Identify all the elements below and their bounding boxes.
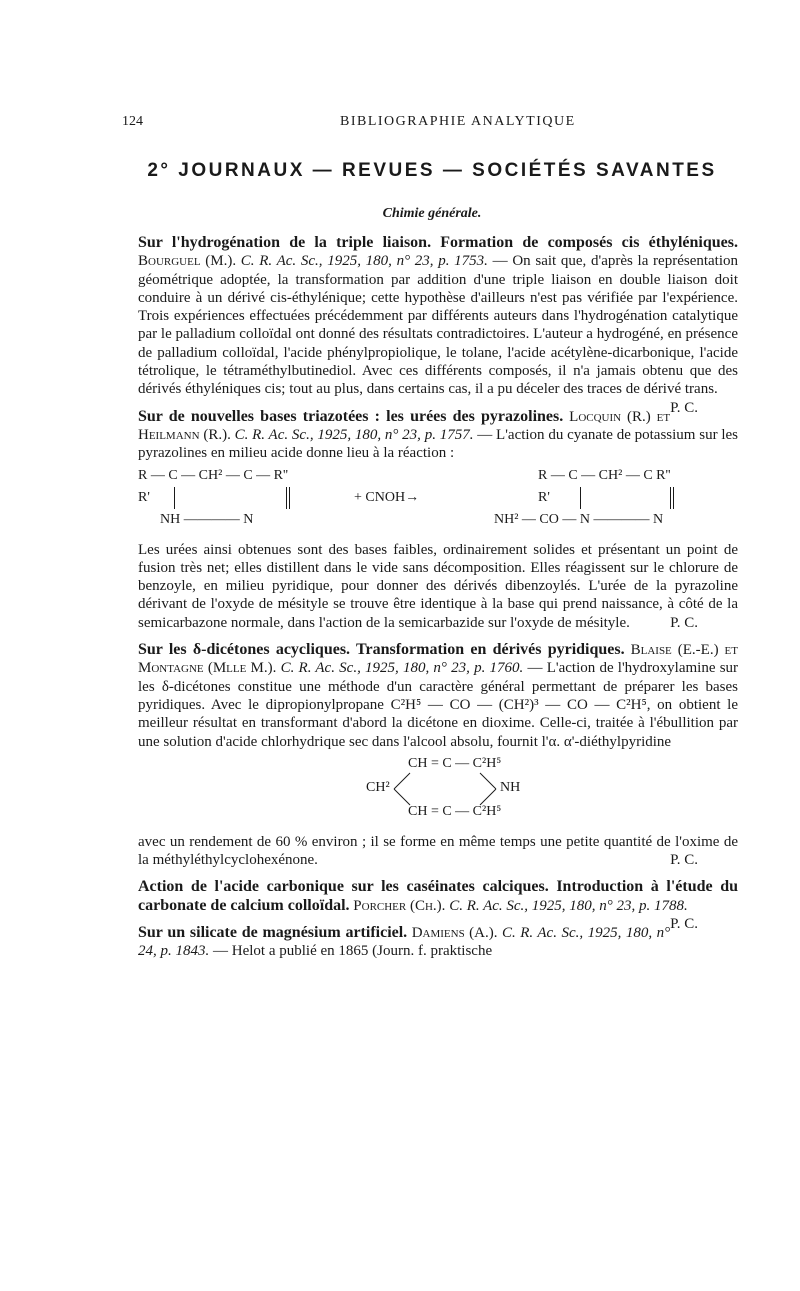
entry-title: Sur un silicate de magnésium artificiel. [138,924,408,942]
bibliography-entry [138,408,738,632]
section-title: 2° JOURNAUX — REVUES — SOCIÉTÉS SAVANTES [147,160,717,181]
entry-reference: C. R. Ac. Sc., 1925, 180, n° 23, p. 1757. [234,426,474,443]
entry-author: Blaise (E.-E.) et Montagne (Mlle M.). [138,642,738,677]
running-head [122,114,742,134]
page-number: 124 [122,114,143,129]
entry-text: — L'action de l'hydroxylamine sur les δ-dicétones constitue une méthode d'un caractère général permettant de préparer les bases pyridiques. Avec le dipropionylpropane C²H⁵ — CO — (CH²)³ — CO — C²H⁵, on obtient le meilleur résultat en transformant d'abord la dicétone en dioxime. Celle-ci, traitée à l'ébullition par une solution d'acide chlorhydrique sec dans l'alcool absolu, fournit l'α. α'-diéthylpyridine [138,660,739,750]
entry-author: Locquin (R.) et Heilmann (R.). [138,408,671,443]
formula-top: CH = C — C²H⁵ [408,755,502,771]
entry-text: — Helot a publié en 1865 (Journ. f. praktische [213,943,493,960]
entry-author: Bourguel (M.). [138,253,237,270]
entry-title: Sur de nouvelles bases triazotées : les urées des pyrazolines. [138,407,564,425]
entry-text: — L'action du cyanate de potassium sur les pyrazolines en milieu acide donne lieu à la réaction : [138,426,739,462]
running-title: BIBLIOGRAPHIE ANALYTIQUE [340,114,576,129]
formula-right-top: R — C — CH² — C R'' [538,467,671,483]
bibliography-entry [138,641,738,869]
formula-right-mid: R' [538,489,550,505]
entry-signature: P. C. [670,852,698,869]
entry-reference: C. R. Ac. Sc., 1925, 180, n° 23, p. 1760. [280,660,524,677]
pyridine-formula [138,755,738,827]
formula-right: NH [500,779,521,795]
entry-author: Porcher (Ch.). [353,897,446,914]
formula-bottom: CH = C — C²H⁵ [408,803,502,819]
entry-signature: P. C. [670,399,698,416]
formula-left-mid: R' [138,489,150,505]
entry-reference: C. R. Ac. Sc., 1925, 180, n° 24, p. 1843. [138,925,671,960]
bibliography-entry [138,924,738,961]
subsection-title: Chimie générale. [382,206,482,221]
entry-text: — On sait que, d'après la représentation géométrique adoptée, la transformation par addition d'une triple liaison en double liaison doit conduire à un dérivé cis-éthylénique; cette hypothèse d'ailleurs n'est pas vérifiée par l'expérience. Trois expériences effectuées précédemment par différents auteurs dans l'hydrogénation catalytique par le palladium colloïdal ont donné des résultats contradictoires. L'auteur a hydrogéné, en présence de palladium colloïdal, l'acide phénylpropiolique, le tolane, l'acide acétylène-dicarbonique, l'acide tétrolique, le tétraméthylbutinediol. Avec ces différents composés, il n'a jamais obtenu que des dérivés éthyléniques cis; tout au plus, dans certains cas, il a pu déceler des traces de dérivé trans. [138,253,739,398]
entry-reference: C. R. Ac. Sc., 1925, 180, n° 23, p. 1753. [240,253,488,270]
entry-author: Damiens (A.). [411,925,498,942]
entry-text: Les urées ainsi obtenues sont des bases faibles, ordinairement solides et présentant un point de fusion très net; elles distillent dans le vide sans décomposition. Elles réagissent sur le chlorure de benzoyle, en milieu pyridique, pour donner des dérivés dibenzoylés. L'urée de la pyrazoline dérivant de l'oxyde de mésityle se trouve être identique à la base qui prend naissance, à côté de la semicarbazone normale, dans l'action de la semicarbazide sur l'oxyde de mésityle. [138,541,738,631]
reaction-formula [138,467,738,533]
entry-title: Sur les δ-dicétones acycliques. Transformation en dérivés pyridiques. [138,641,625,659]
entry-reference: C. R. Ac. Sc., 1925, 180, n° 23, p. 1788. [449,897,688,914]
formula-reagent: + CNOH→ [354,489,420,505]
formula-left: CH² [366,779,390,795]
formula-left-bottom: NH ———— N [160,511,254,527]
formula-right-bottom: NH² — CO — N ———— N [494,511,664,527]
entry-signature: P. C. [670,916,698,933]
article-body [138,234,738,970]
entry-title: Action de l'acide carbonique sur les caséinates calciques. Introduction à l'étude du carbonate de calcium colloïdal. [138,878,738,914]
entry-text: avec un rendement de 60 % environ ; il se forme en même temps une petite quantité de l'oxime de la méthyléthylcyclohexénone. [138,833,738,869]
entry-signature: P. C. [670,614,698,631]
formula-left-top: R — C — CH² — C — R'' [138,467,289,483]
entry-title: Sur l'hydrogénation de la triple liaison. Formation de composés cis éthyléniques. [138,234,738,251]
